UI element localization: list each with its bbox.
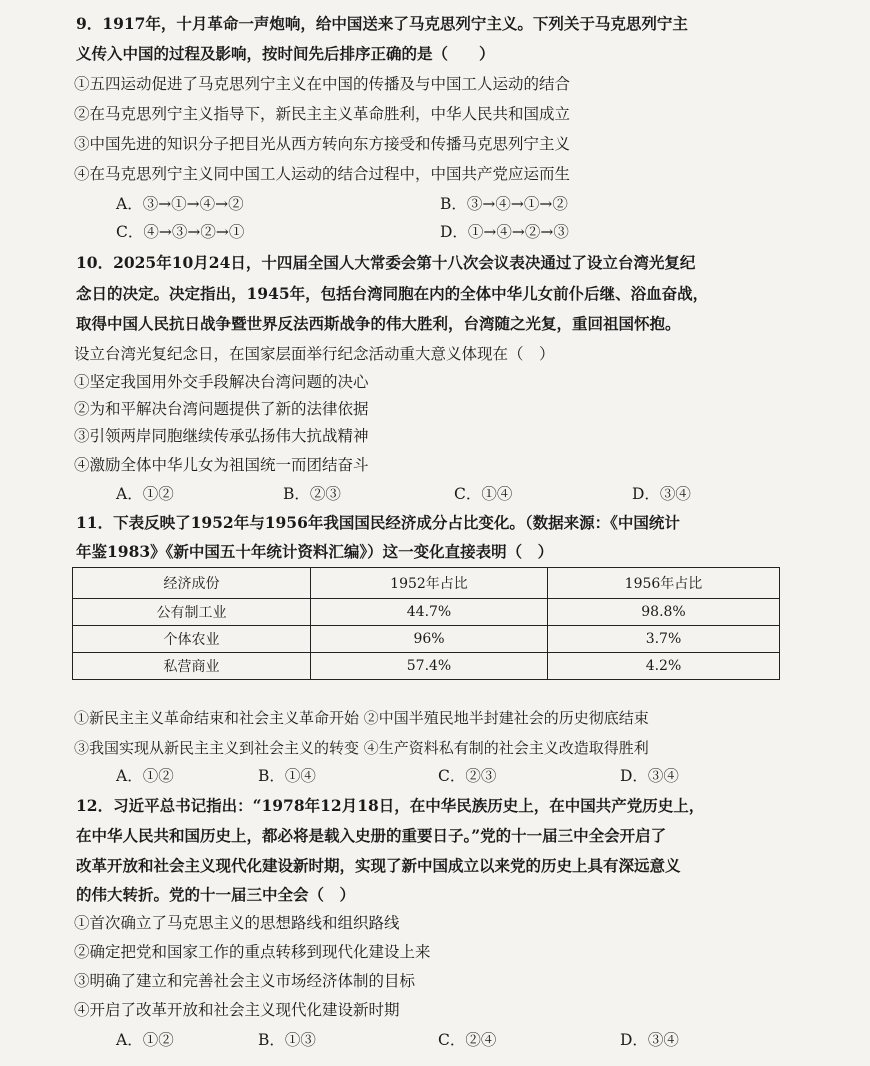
q10-option-c[interactable]: C．①④ [454,485,513,503]
q10-item-3: ③引领两岸同胞继续传承弘扬伟大抗战精神 [74,427,369,445]
table-row [73,599,780,626]
table-header-cell: 1956年占比 [548,568,780,599]
q9-item-3: ③中国先进的知识分子把目光从西方转向东方接受和传播马克思列宁主义 [74,135,571,153]
q12-item-3: ③明确了建立和完善社会主义市场经济体制的目标 [74,972,416,990]
q9-item-1: ①五四运动促进了马克思列宁主义在中国的传播及与中国工人运动的结合 [74,75,571,93]
q10-option-b[interactable]: B．②③ [283,485,341,503]
q12-stem-line-3: 改革开放和社会主义现代化建设新时期，实现了新中国成立以来党的历史上具有深远意义 [76,856,681,875]
q9-option-d[interactable]: D．①→④→②→③ [440,223,569,241]
q10-item-2: ②为和平解决台湾问题提供了新的法律依据 [74,400,369,418]
q12-stem-line-4: 的伟大转折。党的十一届三中全会（ ） [76,885,356,904]
q12-item-1: ①首次确立了马克思主义的思想路线和组织路线 [74,914,400,932]
q10-option-d[interactable]: D．③④ [632,485,691,503]
q9-stem-line-2: 义传入中国的过程及影响，按时间先后排序正确的是（ ） [76,44,495,63]
table-row [73,653,780,680]
q12-stem-line-2: 在中华人民共和国历史上，都必将是载入史册的重要日子。”党的十一届三中全会开启了 [76,826,667,845]
table-cell: 个体农业 [73,626,311,653]
q9-option-c[interactable]: C．④→③→②→① [116,223,245,241]
q10-stem-line-4: 设立台湾光复纪念日，在国家层面举行纪念活动重大意义体现在（ ） [74,345,555,363]
table-header-row [73,568,780,599]
q10-stem-line-2: 念日的决定。决定指出，1945年，包括台湾同胞在内的全体中华儿女前仆后继、浴血奋战， [76,284,709,303]
q9-option-b[interactable]: B．③→④→①→② [440,195,568,213]
q12-item-4: ④开启了改革开放和社会主义现代化建设新时期 [74,1001,400,1019]
q11-option-d[interactable]: D．③④ [620,767,679,785]
q12-item-2: ②确定把党和国家工作的重点转移到现代化建设上来 [74,943,431,961]
table-cell: 57.4% [311,653,548,680]
q12-option-b[interactable]: B．①③ [258,1031,316,1049]
table-cell: 3.7% [548,626,780,653]
q10-item-1: ①坚定我国用外交手段解决台湾问题的决心 [74,373,369,391]
q12-option-d[interactable]: D．③④ [620,1031,679,1049]
q11-items-line-1: ①新民主主义革命结束和社会主义革命开始 ②中国半殖民地半封建社会的历史彻底结束 [74,709,649,727]
q10-item-4: ④激励全体中华儿女为祖国统一而团结奋斗 [74,456,369,474]
q10-option-a[interactable]: A．①② [116,485,174,503]
q11-items-line-2: ③我国实现从新民主主义到社会主义的转变 ④生产资料私有制的社会主义改造取得胜利 [74,739,649,757]
q10-stem-line-1: 10．2025年10月24日，十四届全国人大常委会第十八次会议表决通过了设立台湾光复纪 [76,253,696,272]
q11-stem-line-2: 年鉴1983》《新中国五十年统计资料汇编》）这一变化直接表明（ ） [76,542,554,561]
q9-item-4: ④在马克思列宁主义同中国工人运动的结合过程中，中国共产党应运而生 [74,165,571,183]
table-header-cell: 经济成份 [73,568,311,599]
table-cell: 4.2% [548,653,780,680]
q10-stem-line-3: 取得中国人民抗日战争暨世界反法西斯战争的伟大胜利，台湾随之光复，重回祖国怀抱。 [76,314,681,333]
q11-option-c[interactable]: C．②③ [438,767,497,785]
q12-option-c[interactable]: C．②④ [438,1031,497,1049]
q9-option-a[interactable]: A．③→①→④→② [116,195,244,213]
q11-stem-line-1: 11．下表反映了1952年与1956年我国国民经济成分占比变化。（数据来源：《中国统计 [76,513,680,532]
q11-option-a[interactable]: A．①② [116,767,174,785]
table-header-cell: 1952年占比 [311,568,548,599]
table-cell: 44.7% [311,599,548,626]
q12-option-a[interactable]: A．①② [116,1031,174,1049]
table-cell: 私营商业 [73,653,311,680]
q9-stem-line-1: 9．1917年，十月革命一声炮响，给中国送来了马克思列宁主义。下列关于马克思列宁主 [76,14,688,33]
table-cell: 98.8% [548,599,780,626]
economy-share-table [72,567,780,680]
table-cell: 公有制工业 [73,599,311,626]
q9-item-2: ②在马克思列宁主义指导下，新民主主义革命胜利，中华人民共和国成立 [74,105,571,123]
q12-stem-line-1: 12．习近平总书记指出：“1978年12月18日，在中华民族历史上，在中国共产党历史上， [76,796,705,815]
table-cell: 96% [311,626,548,653]
table-row [73,626,780,653]
q11-option-b[interactable]: B．①④ [258,767,316,785]
